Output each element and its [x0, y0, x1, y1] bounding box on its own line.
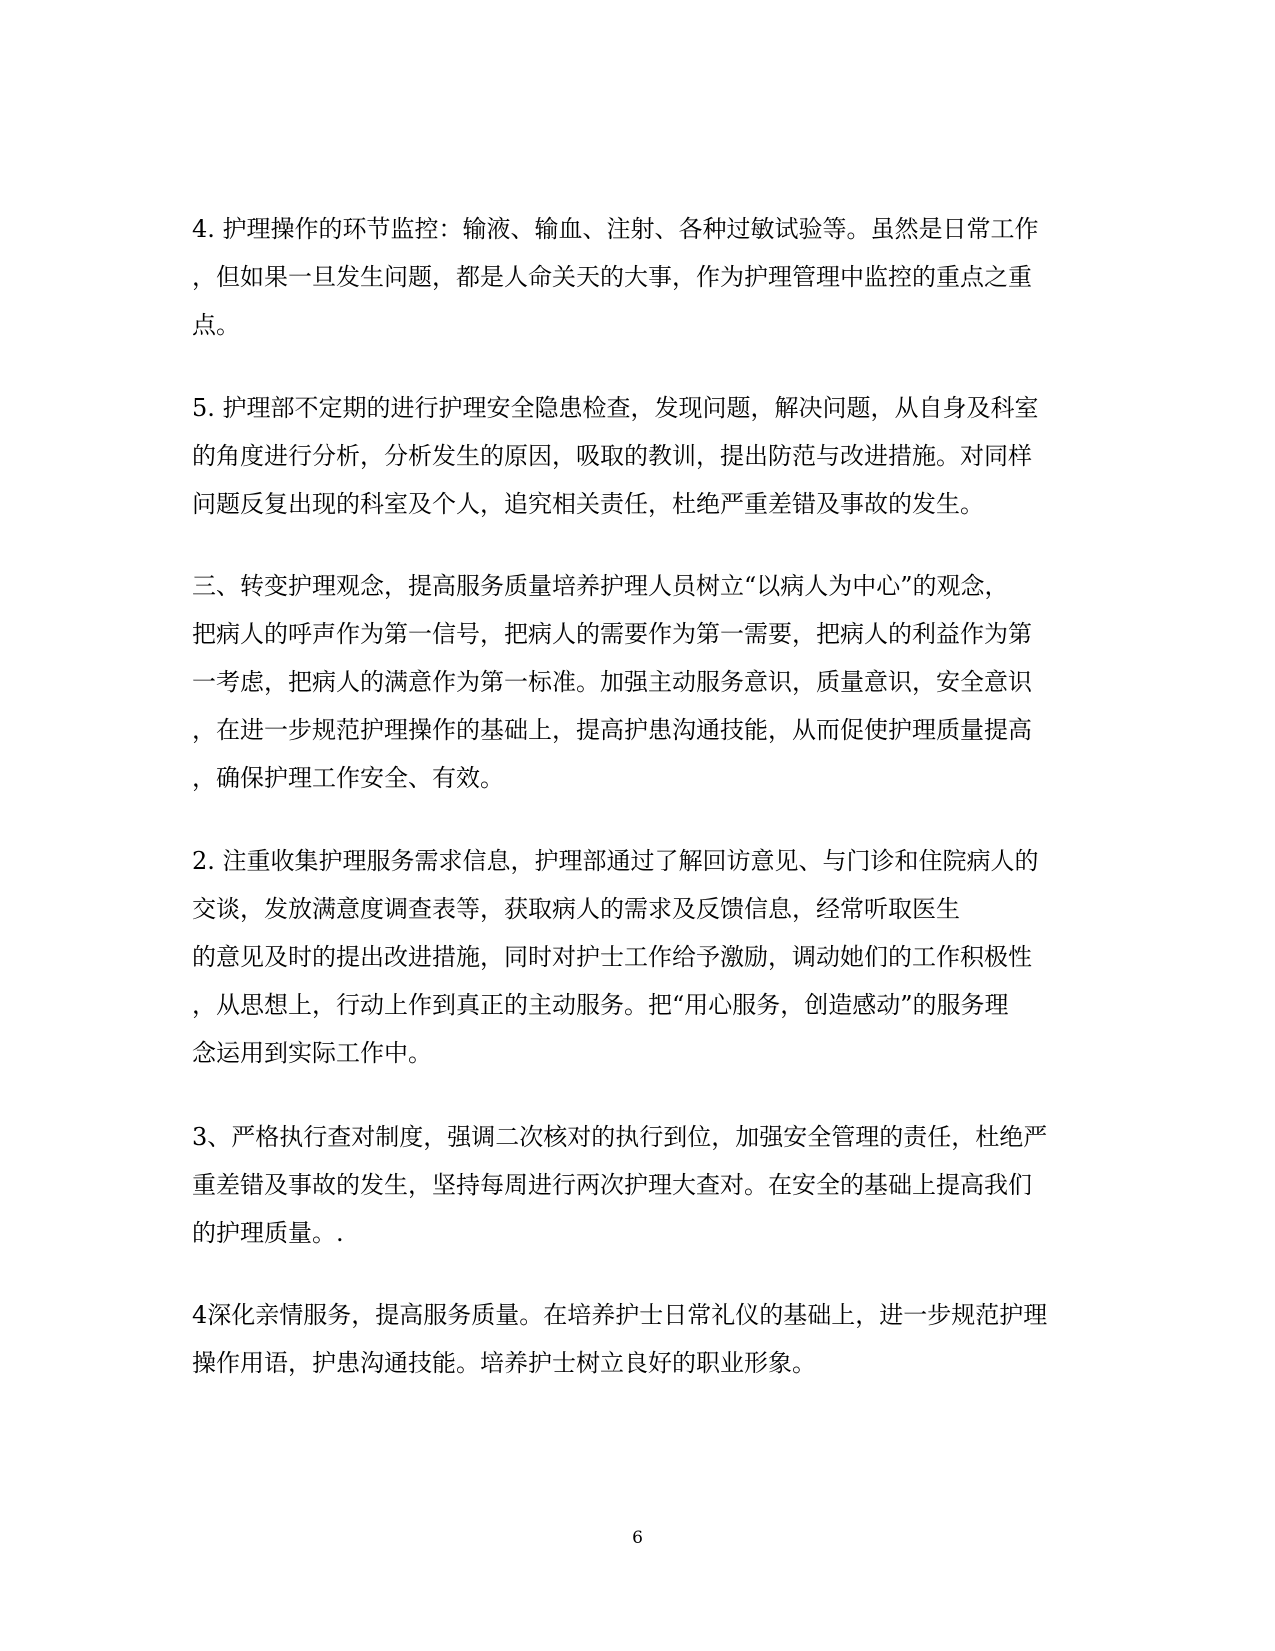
text-line: 2. 注重收集护理服务需求信息，护理部通过了解回访意见、与门诊和住院病人的	[192, 847, 1039, 875]
text-line: 问题反复出现的科室及个人，追究相关责任，杜绝严重差错及事故的发生。	[192, 490, 984, 518]
text-line: 5. 护理部不定期的进行护理安全隐患检查，发现问题，解决问题，从自身及科室	[192, 394, 1039, 422]
text-line: 点。	[192, 311, 240, 339]
text-line: 的角度进行分析，分析发生的原因，吸取的教训，提出防范与改进措施。对同样	[192, 442, 1032, 470]
text-line: 操作用语，护患沟通技能。培养护士树立良好的职业形象。	[192, 1349, 816, 1377]
page-number: 6	[632, 1528, 643, 1548]
paragraph-nursing-monitoring	[192, 205, 1092, 349]
paragraph-safety-inspection	[192, 384, 1092, 528]
text-line: 一考虑，把病人的满意作为第一标准。加强主动服务意识，质量意识，安全意识	[192, 668, 1032, 696]
text-line: 三、转变护理观念，提高服务质量培养护理人员树立“以病人为中心”的观念，	[192, 572, 1009, 600]
text-line: 念运用到实际工作中。	[192, 1039, 432, 1067]
text-line: 3、严格执行查对制度，强调二次核对的执行到位，加强安全管理的责任，杜绝严	[192, 1123, 1048, 1151]
text-line: 交谈，发放满意度调查表等，获取病人的需求及反馈信息，经常听取医生	[192, 895, 960, 923]
paragraph-check-system	[192, 1113, 1092, 1257]
paragraph-care-service	[192, 1291, 1092, 1387]
text-line: 的意见及时的提出改进措施，同时对护士工作给予激励，调动她们的工作积极性	[192, 943, 1032, 971]
paragraph-service-feedback	[192, 837, 1092, 1077]
text-line: 的护理质量。.	[192, 1219, 344, 1247]
text-line: 重差错及事故的发生，坚持每周进行两次护理大查对。在安全的基础上提高我们	[192, 1171, 1032, 1199]
paragraph-nursing-concept	[192, 562, 1092, 802]
text-line: 把病人的呼声作为第一信号，把病人的需要作为第一需要，把病人的利益作为第	[192, 620, 1032, 648]
text-line: ，确保护理工作安全、有效。	[192, 764, 504, 792]
text-line: ，在进一步规范护理操作的基础上，提高护患沟通技能，从而促使护理质量提高	[192, 716, 1032, 744]
text-line: 4深化亲情服务，提高服务质量。在培养护士日常礼仪的基础上，进一步规范护理	[192, 1301, 1048, 1329]
text-line: 4. 护理操作的环节监控：输液、输血、注射、各种过敏试验等。虽然是日常工作	[192, 215, 1039, 243]
text-line: ，但如果一旦发生问题，都是人命关天的大事，作为护理管理中监控的重点之重	[192, 263, 1032, 291]
text-line: ，从思想上，行动上作到真正的主动服务。把“用心服务，创造感动”的服务理	[192, 991, 1009, 1019]
